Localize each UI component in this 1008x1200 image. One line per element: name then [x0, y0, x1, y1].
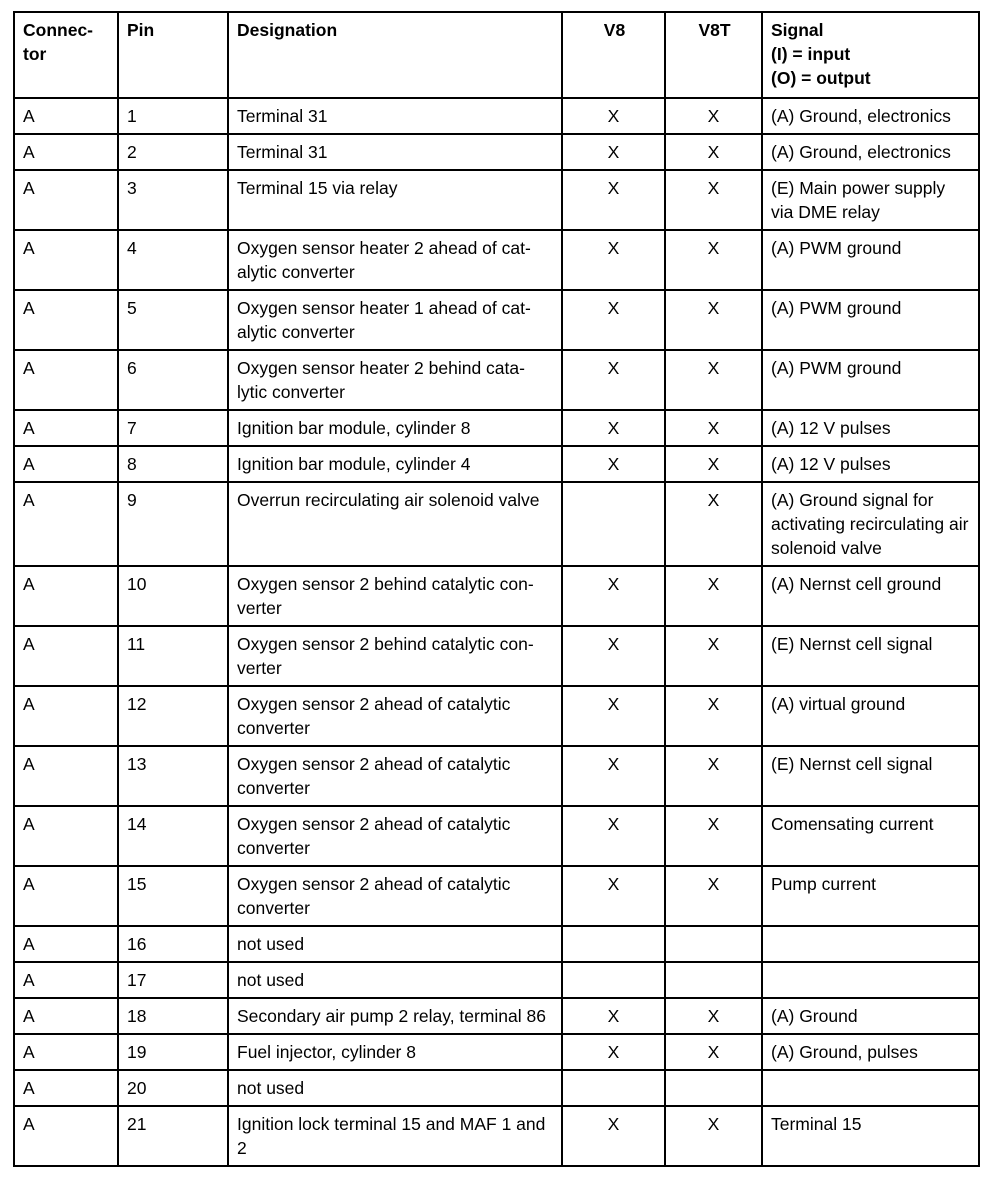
- header-designation: Designation: [228, 12, 562, 98]
- cell-v8: [562, 962, 665, 998]
- table-row: [14, 410, 979, 446]
- cell-signal: (A) Ground: [762, 998, 979, 1034]
- cell-v8t: X: [665, 350, 762, 410]
- cell-connector: A: [14, 806, 118, 866]
- cell-signal: Terminal 15: [762, 1106, 979, 1166]
- header-pin: Pin: [118, 12, 228, 98]
- table-row: [14, 806, 979, 866]
- cell-v8: [562, 1070, 665, 1106]
- cell-designation: Terminal 31: [228, 134, 562, 170]
- cell-pin: 12: [118, 686, 228, 746]
- table-row: [14, 290, 979, 350]
- cell-connector: A: [14, 1034, 118, 1070]
- cell-v8: [562, 482, 665, 566]
- cell-v8: X: [562, 998, 665, 1034]
- cell-pin: 21: [118, 1106, 228, 1166]
- cell-v8t: X: [665, 230, 762, 290]
- cell-pin: 1: [118, 98, 228, 134]
- cell-pin: 17: [118, 962, 228, 998]
- cell-designation: Oxygen sensor heater 2 behind cata- lytic converter: [228, 350, 562, 410]
- table-row: [14, 566, 979, 626]
- cell-v8: X: [562, 410, 665, 446]
- cell-connector: A: [14, 446, 118, 482]
- table-row: [14, 962, 979, 998]
- cell-connector: A: [14, 746, 118, 806]
- cell-designation: Overrun recirculating air solenoid valve: [228, 482, 562, 566]
- cell-signal: (A) Ground signal for activating recirculating air solenoid valve: [762, 482, 979, 566]
- cell-designation: Fuel injector, cylinder 8: [228, 1034, 562, 1070]
- table-row: [14, 866, 979, 926]
- cell-pin: 16: [118, 926, 228, 962]
- cell-v8: X: [562, 626, 665, 686]
- cell-designation: Terminal 31: [228, 98, 562, 134]
- cell-pin: 14: [118, 806, 228, 866]
- cell-designation: Ignition bar module, cylinder 4: [228, 446, 562, 482]
- cell-pin: 11: [118, 626, 228, 686]
- cell-v8t: X: [665, 626, 762, 686]
- cell-v8t: X: [665, 98, 762, 134]
- cell-v8: X: [562, 806, 665, 866]
- table-row: [14, 998, 979, 1034]
- table-row: [14, 1106, 979, 1166]
- cell-v8: X: [562, 686, 665, 746]
- cell-signal: Pump current: [762, 866, 979, 926]
- cell-v8: X: [562, 134, 665, 170]
- cell-connector: A: [14, 998, 118, 1034]
- cell-pin: 10: [118, 566, 228, 626]
- cell-designation: Oxygen sensor 2 ahead of catalytic converter: [228, 746, 562, 806]
- cell-v8: X: [562, 566, 665, 626]
- cell-signal: Comensating current: [762, 806, 979, 866]
- cell-designation: Oxygen sensor 2 ahead of catalytic converter: [228, 866, 562, 926]
- header-row: [14, 12, 979, 98]
- cell-pin: 20: [118, 1070, 228, 1106]
- cell-v8t: X: [665, 806, 762, 866]
- cell-pin: 4: [118, 230, 228, 290]
- cell-designation: Oxygen sensor heater 1 ahead of cat- alytic converter: [228, 290, 562, 350]
- cell-signal: (A) Ground, pulses: [762, 1034, 979, 1070]
- header-signal: Signal (I) = input (O) = output: [762, 12, 979, 98]
- cell-designation: Secondary air pump 2 relay, terminal 86: [228, 998, 562, 1034]
- cell-v8: X: [562, 170, 665, 230]
- cell-v8: X: [562, 746, 665, 806]
- table-row: [14, 446, 979, 482]
- cell-pin: 19: [118, 1034, 228, 1070]
- cell-pin: 18: [118, 998, 228, 1034]
- header-v8: V8: [562, 12, 665, 98]
- cell-connector: A: [14, 98, 118, 134]
- cell-signal: (A) 12 V pulses: [762, 446, 979, 482]
- table-row: [14, 626, 979, 686]
- cell-designation: not used: [228, 962, 562, 998]
- header-v8t: V8T: [665, 12, 762, 98]
- cell-pin: 2: [118, 134, 228, 170]
- cell-pin: 13: [118, 746, 228, 806]
- cell-signal: [762, 926, 979, 962]
- table-row: [14, 926, 979, 962]
- pin-assignment-table: [13, 11, 980, 1167]
- table-row: [14, 1034, 979, 1070]
- cell-v8t: X: [665, 866, 762, 926]
- cell-signal: [762, 1070, 979, 1106]
- cell-v8t: X: [665, 686, 762, 746]
- cell-connector: A: [14, 1106, 118, 1166]
- cell-connector: A: [14, 566, 118, 626]
- table-row: [14, 746, 979, 806]
- cell-connector: A: [14, 290, 118, 350]
- cell-v8: X: [562, 446, 665, 482]
- cell-signal: (A) 12 V pulses: [762, 410, 979, 446]
- cell-connector: A: [14, 482, 118, 566]
- cell-signal: (A) PWM ground: [762, 230, 979, 290]
- cell-v8t: X: [665, 998, 762, 1034]
- cell-v8t: X: [665, 446, 762, 482]
- cell-connector: A: [14, 230, 118, 290]
- cell-connector: A: [14, 866, 118, 926]
- cell-signal: (E) Main power supply via DME relay: [762, 170, 979, 230]
- cell-pin: 5: [118, 290, 228, 350]
- cell-signal: (A) PWM ground: [762, 350, 979, 410]
- table-row: [14, 98, 979, 134]
- cell-v8t: X: [665, 290, 762, 350]
- cell-pin: 3: [118, 170, 228, 230]
- cell-signal: (A) Ground, electronics: [762, 98, 979, 134]
- cell-connector: A: [14, 686, 118, 746]
- cell-signal: (E) Nernst cell signal: [762, 746, 979, 806]
- cell-pin: 9: [118, 482, 228, 566]
- cell-designation: Oxygen sensor 2 ahead of catalytic converter: [228, 806, 562, 866]
- table-row: [14, 686, 979, 746]
- cell-v8t: X: [665, 1034, 762, 1070]
- cell-v8t: [665, 962, 762, 998]
- cell-connector: A: [14, 410, 118, 446]
- cell-pin: 8: [118, 446, 228, 482]
- table-row: [14, 230, 979, 290]
- cell-designation: Oxygen sensor 2 behind catalytic con- verter: [228, 566, 562, 626]
- cell-connector: A: [14, 170, 118, 230]
- cell-v8t: X: [665, 410, 762, 446]
- cell-v8t: X: [665, 134, 762, 170]
- cell-v8: X: [562, 290, 665, 350]
- cell-designation: Oxygen sensor 2 behind catalytic con- verter: [228, 626, 562, 686]
- cell-v8t: X: [665, 566, 762, 626]
- cell-pin: 15: [118, 866, 228, 926]
- header-connector: Connec- tor: [14, 12, 118, 98]
- cell-connector: A: [14, 350, 118, 410]
- table-row: [14, 134, 979, 170]
- cell-v8t: [665, 926, 762, 962]
- cell-pin: 7: [118, 410, 228, 446]
- cell-connector: A: [14, 626, 118, 686]
- cell-connector: A: [14, 1070, 118, 1106]
- cell-connector: A: [14, 134, 118, 170]
- cell-v8t: X: [665, 170, 762, 230]
- cell-v8: X: [562, 98, 665, 134]
- cell-v8: X: [562, 866, 665, 926]
- cell-signal: (A) virtual ground: [762, 686, 979, 746]
- cell-connector: A: [14, 926, 118, 962]
- cell-designation: Oxygen sensor heater 2 ahead of cat- alytic converter: [228, 230, 562, 290]
- cell-designation: Terminal 15 via relay: [228, 170, 562, 230]
- cell-signal: [762, 962, 979, 998]
- cell-signal: (E) Nernst cell signal: [762, 626, 979, 686]
- table-body: [14, 98, 979, 1166]
- cell-designation: Oxygen sensor 2 ahead of catalytic converter: [228, 686, 562, 746]
- cell-designation: not used: [228, 1070, 562, 1106]
- cell-v8: [562, 926, 665, 962]
- cell-v8: X: [562, 1106, 665, 1166]
- cell-v8: X: [562, 350, 665, 410]
- table-row: [14, 1070, 979, 1106]
- cell-pin: 6: [118, 350, 228, 410]
- cell-designation: Ignition bar module, cylinder 8: [228, 410, 562, 446]
- cell-v8t: X: [665, 1106, 762, 1166]
- cell-v8: X: [562, 1034, 665, 1070]
- cell-signal: (A) Nernst cell ground: [762, 566, 979, 626]
- cell-signal: (A) PWM ground: [762, 290, 979, 350]
- cell-designation: Ignition lock terminal 15 and MAF 1 and 2: [228, 1106, 562, 1166]
- cell-v8t: X: [665, 746, 762, 806]
- cell-connector: A: [14, 962, 118, 998]
- cell-signal: (A) Ground, electronics: [762, 134, 979, 170]
- table-row: [14, 170, 979, 230]
- cell-v8t: [665, 1070, 762, 1106]
- cell-designation: not used: [228, 926, 562, 962]
- table-row: [14, 350, 979, 410]
- table-row: [14, 482, 979, 566]
- cell-v8t: X: [665, 482, 762, 566]
- cell-v8: X: [562, 230, 665, 290]
